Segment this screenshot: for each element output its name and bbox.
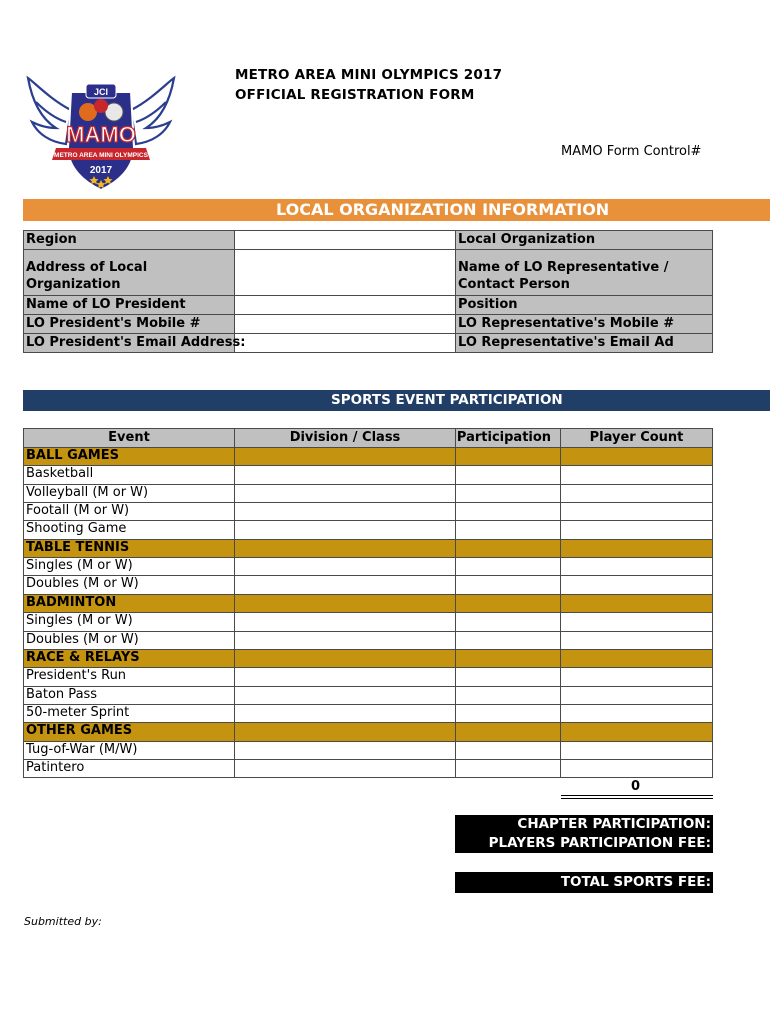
lo-label-representative: Name of LO Representative / Contact Person (455, 249, 713, 296)
submitted-by-label: Submitted by: (24, 915, 102, 928)
division-cell[interactable] (234, 484, 456, 503)
lo-section-heading: LOCAL ORGANIZATION INFORMATION (276, 200, 610, 219)
event-name: President's Run (26, 668, 127, 683)
logo-year-text: 2017 (89, 165, 113, 176)
division-cell[interactable] (234, 686, 456, 705)
total-sports-fee-label: TOTAL SPORTS FEE: (560, 874, 711, 890)
player-count-cell[interactable] (560, 667, 713, 687)
player-count-cell (560, 539, 713, 558)
participation-cell[interactable] (455, 557, 561, 576)
division-cell (234, 649, 456, 668)
player-count-cell (560, 722, 713, 742)
player-count-cell (560, 447, 713, 466)
player-count-cell (560, 649, 713, 668)
event-row-label (23, 686, 235, 705)
participation-cell[interactable] (455, 502, 561, 521)
col-header-player-count: Player Count (560, 428, 713, 448)
event-row-label (23, 465, 235, 485)
participation-cell[interactable] (455, 631, 561, 650)
event-row-label (23, 557, 235, 576)
player-count-cell[interactable] (560, 686, 713, 705)
event-name: BALL GAMES (26, 448, 119, 463)
lo-input-region[interactable] (234, 230, 456, 250)
division-cell[interactable] (234, 667, 456, 687)
lo-label-rep-mobile: LO Representative's Mobile # (455, 314, 713, 334)
event-row-label (23, 575, 235, 595)
division-cell[interactable] (234, 704, 456, 723)
participation-cell[interactable] (455, 667, 561, 687)
event-row-label (23, 631, 235, 650)
event-name: Shooting Game (26, 521, 127, 536)
division-cell (234, 722, 456, 742)
mamo-logo (26, 70, 176, 200)
event-row-label (23, 667, 235, 687)
player-count-total: 0 (631, 779, 641, 794)
participation-cell[interactable] (455, 575, 561, 595)
division-cell (234, 539, 456, 558)
lo-label-position: Position (455, 295, 713, 315)
form-title: METRO AREA MINI OLYMPICS 2017 (235, 67, 503, 83)
player-count-cell[interactable] (560, 631, 713, 650)
division-cell[interactable] (234, 520, 456, 540)
total-underline-2 (561, 798, 713, 799)
participation-cell (455, 722, 561, 742)
participation-cell[interactable] (455, 612, 561, 632)
lo-label-president-mobile: LO President's Mobile # (23, 314, 235, 334)
event-name: Singles (M or W) (26, 613, 133, 628)
division-cell[interactable] (234, 741, 456, 760)
event-row-label (23, 612, 235, 632)
event-name: Doubles (M or W) (26, 576, 139, 591)
event-name: BADMINTON (26, 595, 117, 610)
player-count-cell[interactable] (560, 759, 713, 778)
lo-input-address[interactable] (234, 249, 456, 296)
division-cell[interactable] (234, 612, 456, 632)
event-name: Footall (M or W) (26, 503, 130, 518)
player-count-cell[interactable] (560, 704, 713, 723)
category-row-label (23, 722, 235, 742)
participation-cell[interactable] (455, 704, 561, 723)
lo-label-region: Region (23, 230, 235, 250)
form-subtitle: OFFICIAL REGISTRATION FORM (235, 87, 475, 103)
col-header-participation: Participation (455, 428, 561, 448)
category-row-label (23, 447, 235, 466)
event-name: Patintero (26, 760, 85, 775)
division-cell (234, 447, 456, 466)
category-row-label (23, 594, 235, 613)
division-cell[interactable] (234, 465, 456, 485)
logo-name-text: MAMO (66, 122, 136, 147)
player-count-cell[interactable] (560, 502, 713, 521)
event-name: 50-meter Sprint (26, 705, 130, 720)
player-count-cell (560, 594, 713, 613)
lo-section-banner (23, 199, 770, 221)
event-row-label (23, 520, 235, 540)
player-count-cell[interactable] (560, 575, 713, 595)
lo-label-president: Name of LO President (23, 295, 235, 315)
lo-label-president-email: LO President's Email Address: (23, 333, 235, 353)
participation-cell[interactable] (455, 759, 561, 778)
division-cell[interactable] (234, 557, 456, 576)
lo-label-address: Address of Local Organization (23, 249, 235, 296)
player-count-cell[interactable] (560, 465, 713, 485)
event-name: Basketball (26, 466, 94, 481)
division-cell[interactable] (234, 502, 456, 521)
event-name: Singles (M or W) (26, 558, 133, 573)
logo-jci-text: JCI (93, 87, 109, 97)
participation-cell[interactable] (455, 465, 561, 485)
event-name: Baton Pass (26, 687, 98, 702)
event-name: Doubles (M or W) (26, 632, 139, 647)
division-cell[interactable] (234, 759, 456, 778)
event-row-label (23, 741, 235, 760)
participation-cell[interactable] (455, 741, 561, 760)
lo-input-president[interactable] (234, 295, 456, 315)
event-row-label (23, 704, 235, 723)
player-count-cell[interactable] (560, 484, 713, 503)
division-cell (234, 594, 456, 613)
players-participation-fee-label: PLAYERS PARTICIPATION FEE: (488, 835, 711, 851)
lo-input-president-email[interactable] (234, 333, 456, 353)
lo-label-rep-email: LO Representative's Email Ad (455, 333, 713, 353)
sports-section-heading: SPORTS EVENT PARTICIPATION (331, 392, 563, 408)
event-name: Volleyball (M or W) (26, 485, 149, 500)
event-row-label (23, 759, 235, 778)
event-name: RACE & RELAYS (26, 650, 140, 665)
event-row-label (23, 502, 235, 521)
category-row-label (23, 649, 235, 668)
chapter-participation-label: CHAPTER PARTICIPATION: (517, 816, 711, 832)
event-row-label (23, 484, 235, 503)
division-cell[interactable] (234, 575, 456, 595)
participation-cell[interactable] (455, 686, 561, 705)
player-count-cell[interactable] (560, 612, 713, 632)
participation-cell[interactable] (455, 484, 561, 503)
total-sports-fee-box (455, 872, 713, 893)
player-count-cell[interactable] (560, 741, 713, 760)
division-cell[interactable] (234, 631, 456, 650)
lo-input-president-mobile[interactable] (234, 314, 456, 334)
col-header-event: Event (23, 428, 235, 448)
player-count-cell[interactable] (560, 520, 713, 540)
form-control-label: MAMO Form Control# (561, 144, 702, 159)
participation-fee-box (455, 815, 713, 853)
participation-cell (455, 649, 561, 668)
participation-cell[interactable] (455, 520, 561, 540)
sports-section-banner (23, 390, 770, 411)
event-name: TABLE TENNIS (26, 540, 130, 555)
participation-cell (455, 594, 561, 613)
participation-cell (455, 539, 561, 558)
participation-cell (455, 447, 561, 466)
category-row-label (23, 539, 235, 558)
total-underline-1 (561, 795, 713, 796)
player-count-cell[interactable] (560, 557, 713, 576)
logo-ribbon-text: METRO AREA MINI OLYMPICS (54, 152, 148, 159)
event-name: OTHER GAMES (26, 723, 133, 738)
col-header-division: Division / Class (234, 428, 456, 448)
event-name: Tug-of-War (M/W) (26, 742, 138, 757)
lo-label-local-organization: Local Organization (455, 230, 713, 250)
